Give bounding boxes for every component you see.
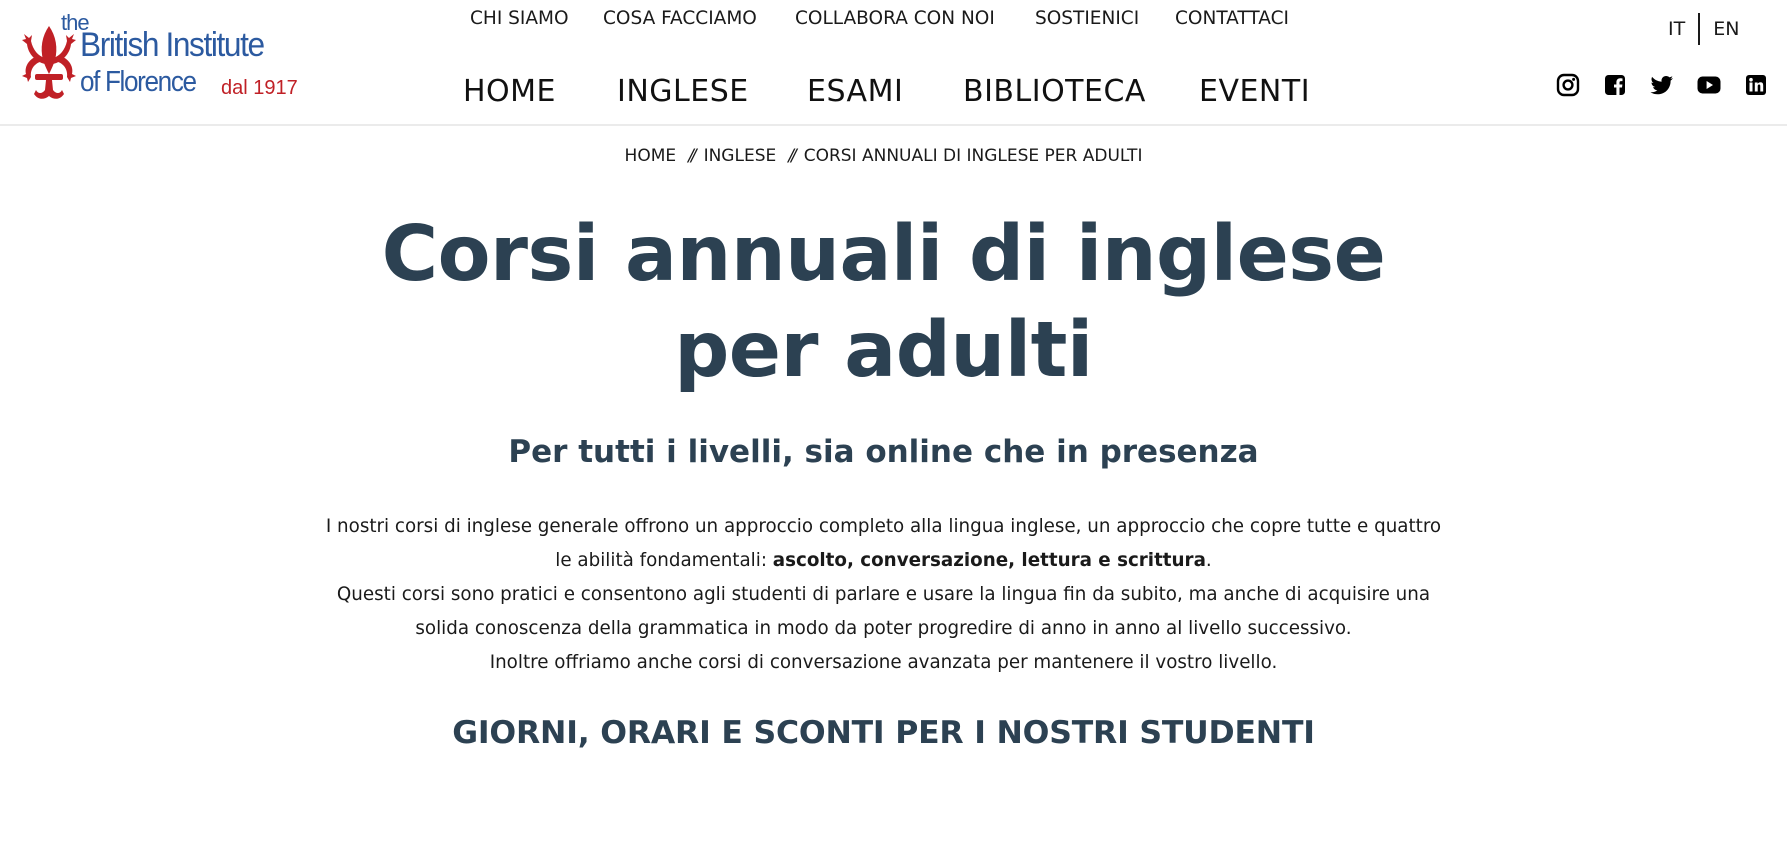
lang-en[interactable]: EN	[1713, 18, 1740, 40]
intro-skills-bold: ascolto, conversazione, lettura e scrittura	[772, 550, 1206, 571]
lang-it[interactable]: IT	[1668, 18, 1686, 40]
logo-text-dal-1917: dal 1917	[221, 77, 298, 99]
nav-sostienici[interactable]: SOSTIENICI	[1035, 8, 1140, 29]
nav-esami[interactable]: ESAMI	[807, 74, 904, 109]
page-title: Corsi annuali di inglese per adulti	[381, 210, 1386, 395]
breadcrumb-separator: //	[788, 146, 794, 166]
lang-divider	[1698, 13, 1700, 45]
nav-chi-siamo[interactable]: CHI SIAMO	[470, 8, 569, 29]
breadcrumb	[0, 146, 1767, 166]
nav-biblioteca[interactable]: BIBLIOTECA	[963, 74, 1146, 109]
nav-contattaci[interactable]: CONTATTACI	[1175, 8, 1289, 29]
nav-collabora-con-noi[interactable]: COLLABORA CON NOI	[795, 8, 995, 29]
site-header	[0, 0, 1787, 126]
social-links	[1556, 73, 1768, 97]
intro-line: Inoltre offriamo anche corsi di conversazione avanzata per mantenere il vostro livello.	[489, 652, 1278, 673]
florence-lily-icon	[18, 24, 80, 102]
intro-line: Questi corsi sono pratici e consentono agli studenti di parlare e usare la lingua fin da subito, ma anche di acquisire una	[336, 584, 1431, 605]
intro-text-span: .	[1205, 550, 1212, 571]
nav-inglese[interactable]: INGLESE	[617, 74, 749, 109]
linkedin-icon[interactable]	[1744, 73, 1768, 97]
intro-line: solida conoscenza della grammatica in modo da poter progredire di anno in anno al livello successivo.	[415, 618, 1352, 639]
intro-line	[300, 544, 1467, 578]
twitter-icon[interactable]	[1650, 73, 1674, 97]
intro-text	[300, 510, 1467, 680]
instagram-icon[interactable]	[1556, 73, 1580, 97]
intro-text-span: le abilità fondamentali:	[555, 550, 773, 571]
breadcrumb-inglese[interactable]: INGLESE	[703, 146, 777, 166]
breadcrumb-current: CORSI ANNUALI DI INGLESE PER ADULTI	[803, 146, 1143, 166]
main-nav	[463, 74, 1319, 110]
logo-text-british-institute: British Institute	[80, 26, 264, 64]
section-title-schedule: GIORNI, ORARI E SCONTI PER I NOSTRI STUDENTI	[452, 715, 1315, 751]
youtube-icon[interactable]	[1697, 73, 1721, 97]
breadcrumb-home[interactable]: HOME	[624, 146, 677, 166]
logo-text-of-florence: of Florence	[80, 66, 196, 98]
nav-eventi[interactable]: EVENTI	[1199, 74, 1311, 109]
nav-home[interactable]: HOME	[463, 74, 557, 109]
intro-line: I nostri corsi di inglese generale offrono un approccio completo alla lingua inglese, un approccio che copre tutte e quattro	[325, 516, 1442, 537]
language-switcher	[1668, 13, 1739, 45]
page-subtitle: Per tutti i livelli, sia online che in presenza	[508, 434, 1259, 470]
logo-text-the: the	[61, 10, 89, 35]
secondary-nav	[470, 7, 1315, 31]
nav-cosa-facciamo[interactable]: COSA FACCIAMO	[603, 8, 757, 29]
breadcrumb-separator: //	[688, 146, 694, 166]
site-logo[interactable]	[14, 8, 314, 108]
facebook-icon[interactable]	[1603, 73, 1627, 97]
